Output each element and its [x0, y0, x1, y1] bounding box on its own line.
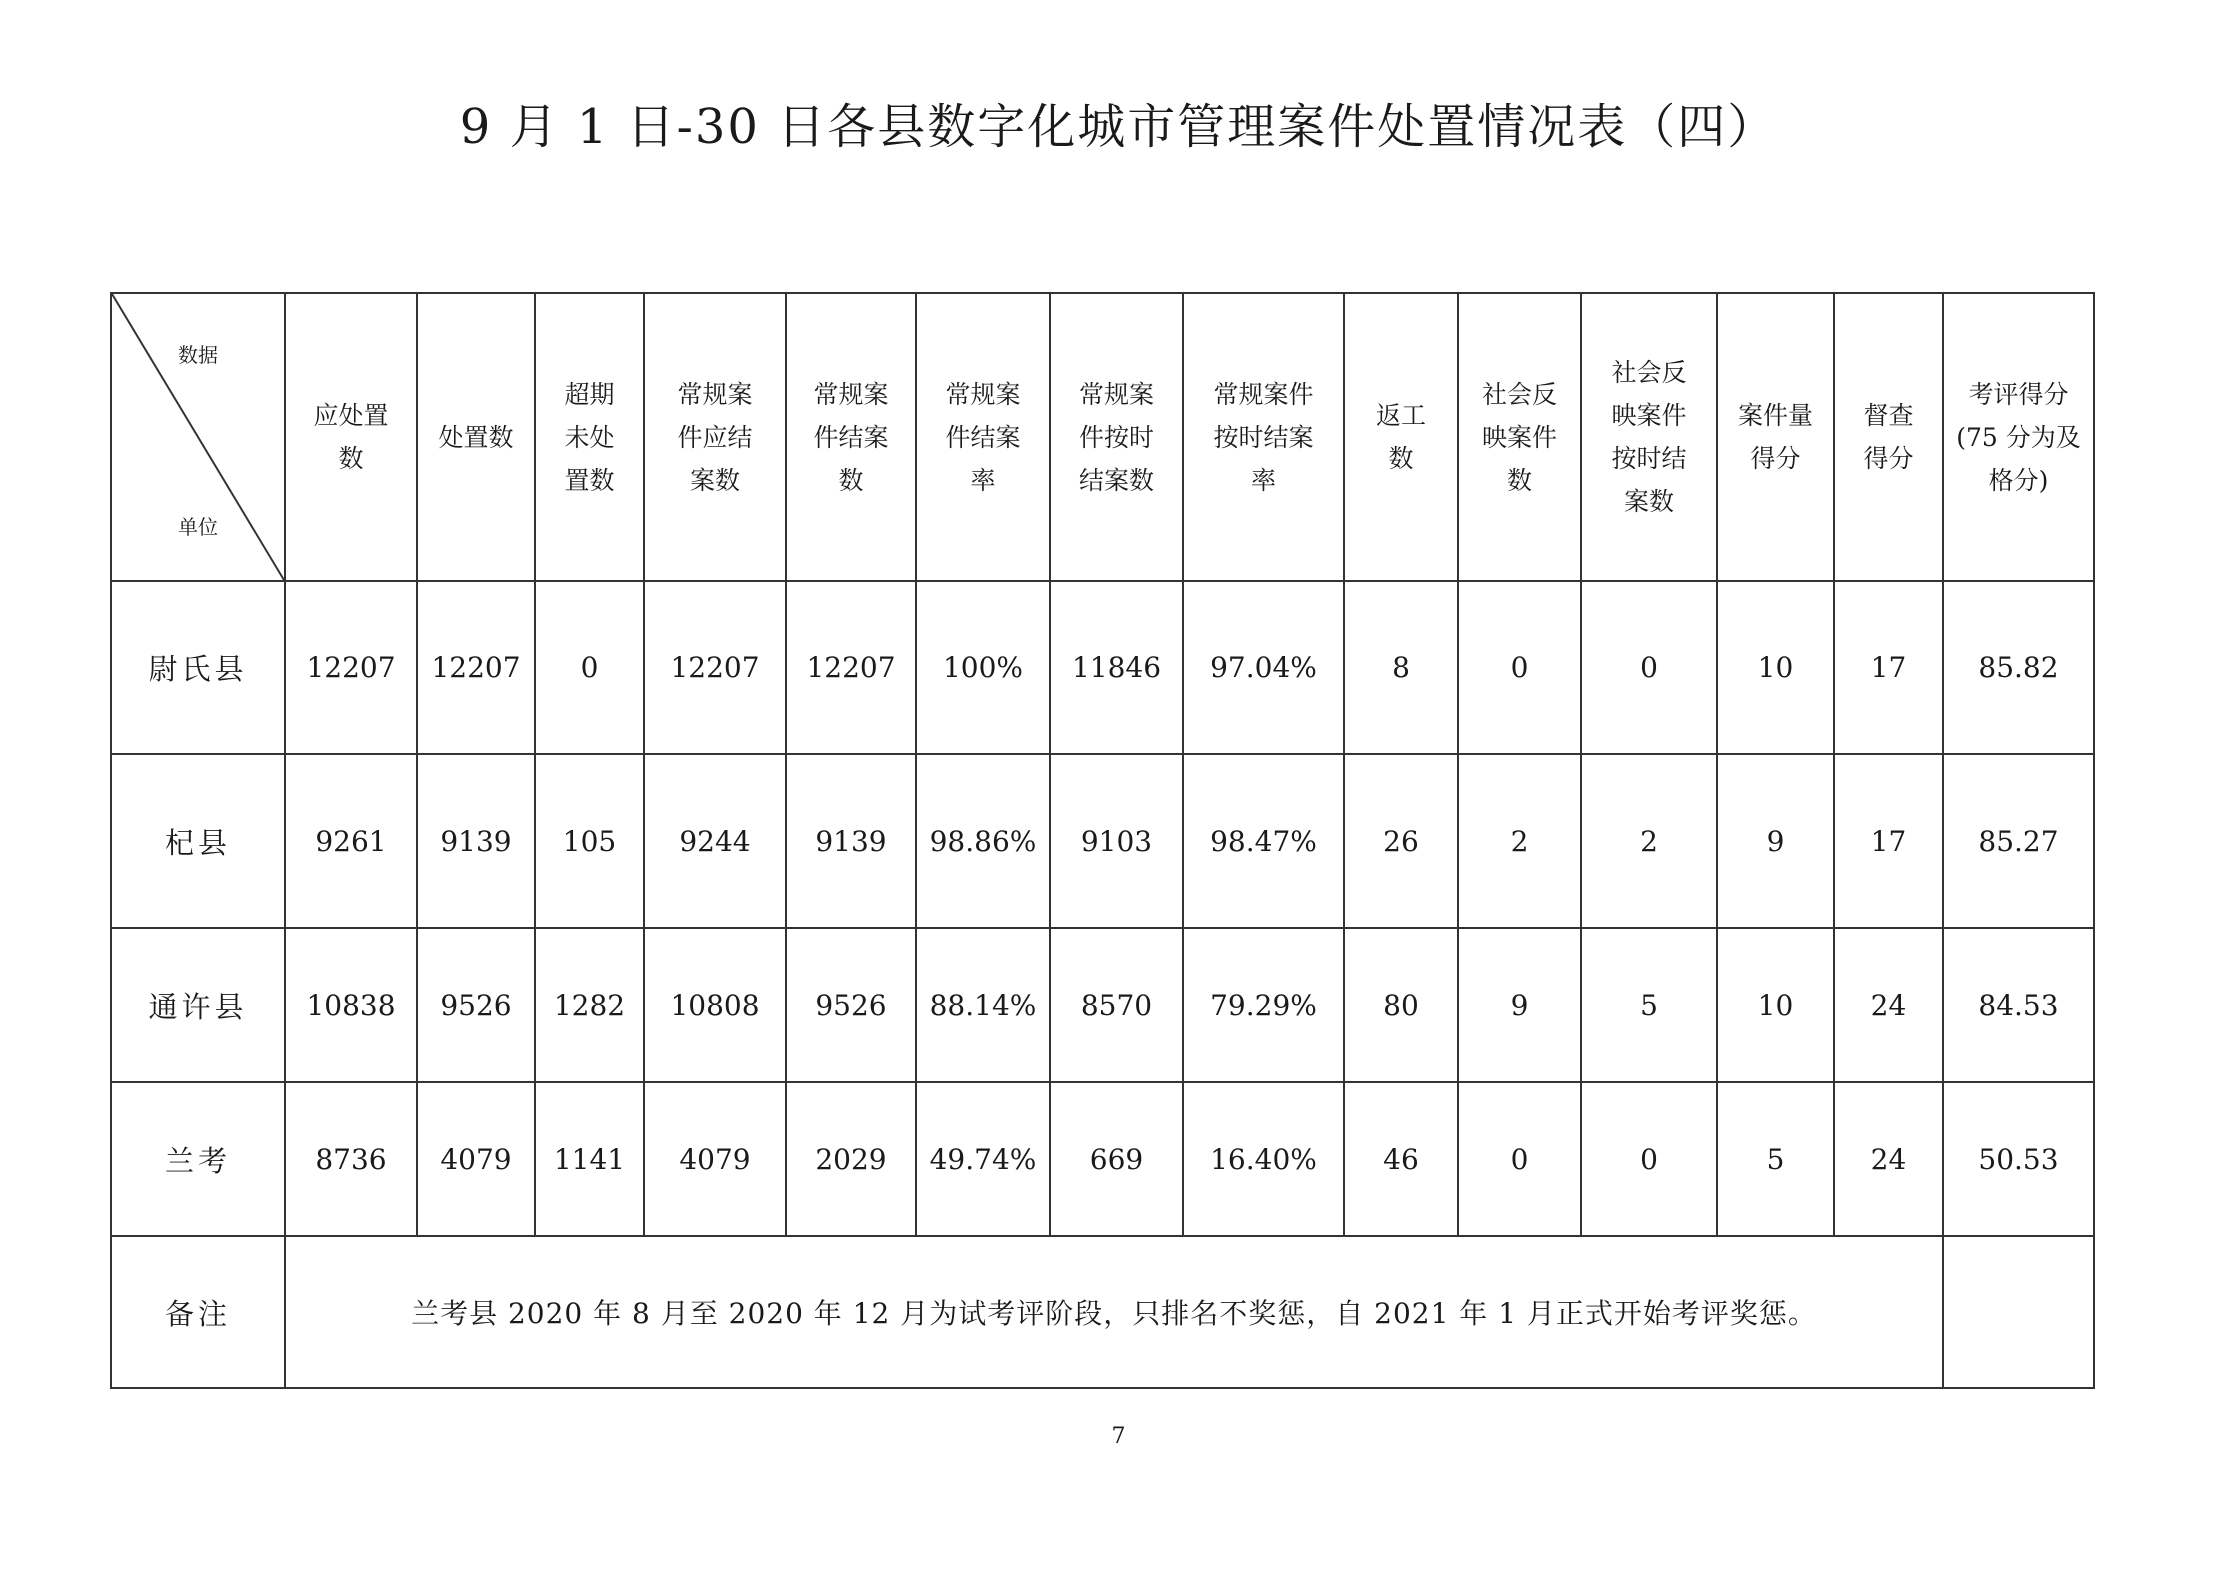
data-cell: 0	[1458, 581, 1581, 754]
data-cell: 0	[1458, 1082, 1581, 1236]
data-cell: 98.47%	[1183, 754, 1344, 928]
data-cell: 26	[1344, 754, 1458, 928]
data-cell: 98.86%	[916, 754, 1050, 928]
data-cell: 88.14%	[916, 928, 1050, 1082]
data-cell: 9244	[644, 754, 786, 928]
unit-cell: 尉氏县	[111, 581, 285, 754]
column-header-line: 超期	[564, 379, 615, 409]
column-header-line: (75 分为及	[1956, 422, 2081, 452]
data-cell: 5	[1717, 1082, 1834, 1236]
data-cell: 8570	[1050, 928, 1183, 1082]
unit-cell: 杞县	[111, 754, 285, 928]
column-header	[1050, 293, 1183, 581]
column-header-line: 按时结	[1611, 444, 1687, 473]
column-header-line: 率	[970, 465, 996, 495]
data-cell: 2029	[786, 1082, 916, 1236]
data-cell: 2	[1581, 754, 1717, 928]
table-row	[111, 928, 2094, 1082]
data-cell: 0	[535, 581, 644, 754]
column-header	[1834, 293, 1943, 581]
table-row	[111, 581, 2094, 754]
column-header-line: 按时结案	[1213, 422, 1314, 452]
data-cell: 669	[1050, 1082, 1183, 1236]
column-header-line: 件结案	[945, 422, 1021, 452]
remark-label: 备注	[111, 1236, 285, 1388]
data-cell: 50.53	[1943, 1082, 2094, 1236]
column-header-line: 常规案	[677, 379, 753, 409]
data-cell: 17	[1834, 754, 1943, 928]
data-cell: 9139	[786, 754, 916, 928]
column-header-line: 未处	[564, 422, 615, 452]
table-row	[111, 1082, 2094, 1236]
column-header	[1943, 293, 2094, 581]
data-cell: 24	[1834, 1082, 1943, 1236]
column-header-line: 案数	[689, 465, 740, 495]
data-cell: 80	[1344, 928, 1458, 1082]
column-header-line: 件按时	[1078, 422, 1154, 452]
column-header-line: 数	[838, 465, 864, 495]
data-cell: 97.04%	[1183, 581, 1344, 754]
data-cell: 4079	[417, 1082, 535, 1236]
data-cell: 10	[1717, 581, 1834, 754]
data-cell: 9526	[417, 928, 535, 1082]
page-number: 7	[1111, 1424, 1126, 1449]
data-cell: 9526	[786, 928, 916, 1082]
data-cell: 12207	[417, 581, 535, 754]
column-header-line: 件结案	[813, 422, 889, 452]
data-cell: 24	[1834, 928, 1943, 1082]
data-cell: 49.74%	[916, 1082, 1050, 1236]
column-header-line: 常规案	[1078, 379, 1154, 409]
data-cell: 12207	[644, 581, 786, 754]
data-cell: 9	[1717, 754, 1834, 928]
page-title: 9 月 1 日-30 日各县数字化城市管理案件处置情况表（四）	[459, 99, 1778, 155]
column-header-line: 映案件	[1481, 422, 1557, 452]
corner-label-data: 数据	[178, 343, 218, 367]
column-header-line: 社会反	[1611, 358, 1687, 387]
column-header	[1581, 293, 1717, 581]
data-cell: 79.29%	[1183, 928, 1344, 1082]
column-header-line: 映案件	[1611, 401, 1687, 430]
data-cell: 10808	[644, 928, 786, 1082]
column-header-line: 件应结	[677, 422, 753, 452]
data-cell: 0	[1581, 581, 1717, 754]
column-header-line: 案数	[1623, 487, 1674, 516]
column-header-line: 督查	[1863, 401, 1914, 430]
column-header-line: 得分	[1750, 444, 1801, 473]
column-header-line: 常规案	[813, 379, 889, 409]
header-row	[111, 293, 2094, 581]
data-cell: 12207	[285, 581, 417, 754]
column-header	[285, 293, 417, 581]
data-cell: 17	[1834, 581, 1943, 754]
case-disposal-table	[110, 292, 2095, 1389]
corner-label-unit: 单位	[178, 515, 218, 539]
column-header-line: 应处置	[313, 401, 389, 430]
data-cell: 16.40%	[1183, 1082, 1344, 1236]
data-cell: 85.27	[1943, 754, 2094, 928]
column-header	[916, 293, 1050, 581]
table-row	[111, 754, 2094, 928]
column-header-line: 得分	[1863, 444, 1914, 473]
remark-text: 兰考县 2020 年 8 月至 2020 年 12 月为试考评阶段，只排名不奖惩，自 2021 年 1 月正式开始考评奖惩。	[285, 1236, 1943, 1388]
unit-cell: 通许县	[111, 928, 285, 1082]
data-cell: 9	[1458, 928, 1581, 1082]
data-cell: 5	[1581, 928, 1717, 1082]
column-header-line: 置数	[564, 465, 615, 495]
data-cell: 11846	[1050, 581, 1183, 754]
data-cell: 2	[1458, 754, 1581, 928]
data-cell: 84.53	[1943, 928, 2094, 1082]
unit-cell: 兰考	[111, 1082, 285, 1236]
data-cell: 8	[1344, 581, 1458, 754]
column-header-line: 格分)	[1988, 465, 2049, 495]
column-header-line: 案件量	[1737, 401, 1813, 430]
column-header-line: 结案数	[1078, 465, 1154, 495]
data-cell: 1282	[535, 928, 644, 1082]
data-cell: 85.82	[1943, 581, 2094, 754]
column-header	[417, 293, 535, 581]
column-header-line: 返工	[1375, 401, 1426, 430]
column-header	[1183, 293, 1344, 581]
column-header-line: 考评得分	[1968, 379, 2069, 409]
data-cell: 8736	[285, 1082, 417, 1236]
column-header	[535, 293, 644, 581]
column-header-line: 数	[338, 444, 364, 473]
corner-header-cell	[111, 293, 285, 581]
data-cell: 4079	[644, 1082, 786, 1236]
data-cell: 9103	[1050, 754, 1183, 928]
data-cell: 10838	[285, 928, 417, 1082]
column-header	[1344, 293, 1458, 581]
column-header	[786, 293, 916, 581]
column-header-line: 常规案件	[1213, 379, 1314, 409]
data-cell: 10	[1717, 928, 1834, 1082]
remark-empty-cell	[1943, 1236, 2094, 1388]
data-cell: 100%	[916, 581, 1050, 754]
column-header	[644, 293, 786, 581]
column-header-line: 常规案	[945, 379, 1021, 409]
data-cell: 46	[1344, 1082, 1458, 1236]
column-header	[1717, 293, 1834, 581]
column-header-line: 数	[1506, 465, 1532, 495]
data-cell: 105	[535, 754, 644, 928]
column-header-line: 处置数	[438, 422, 514, 452]
data-cell: 1141	[535, 1082, 644, 1236]
remark-row	[111, 1236, 2094, 1388]
data-cell: 9261	[285, 754, 417, 928]
column-header-line: 率	[1250, 465, 1276, 495]
data-cell: 9139	[417, 754, 535, 928]
data-cell: 12207	[786, 581, 916, 754]
data-cell: 0	[1581, 1082, 1717, 1236]
column-header	[1458, 293, 1581, 581]
column-header-line: 社会反	[1481, 379, 1557, 409]
column-header-line: 数	[1388, 444, 1414, 473]
